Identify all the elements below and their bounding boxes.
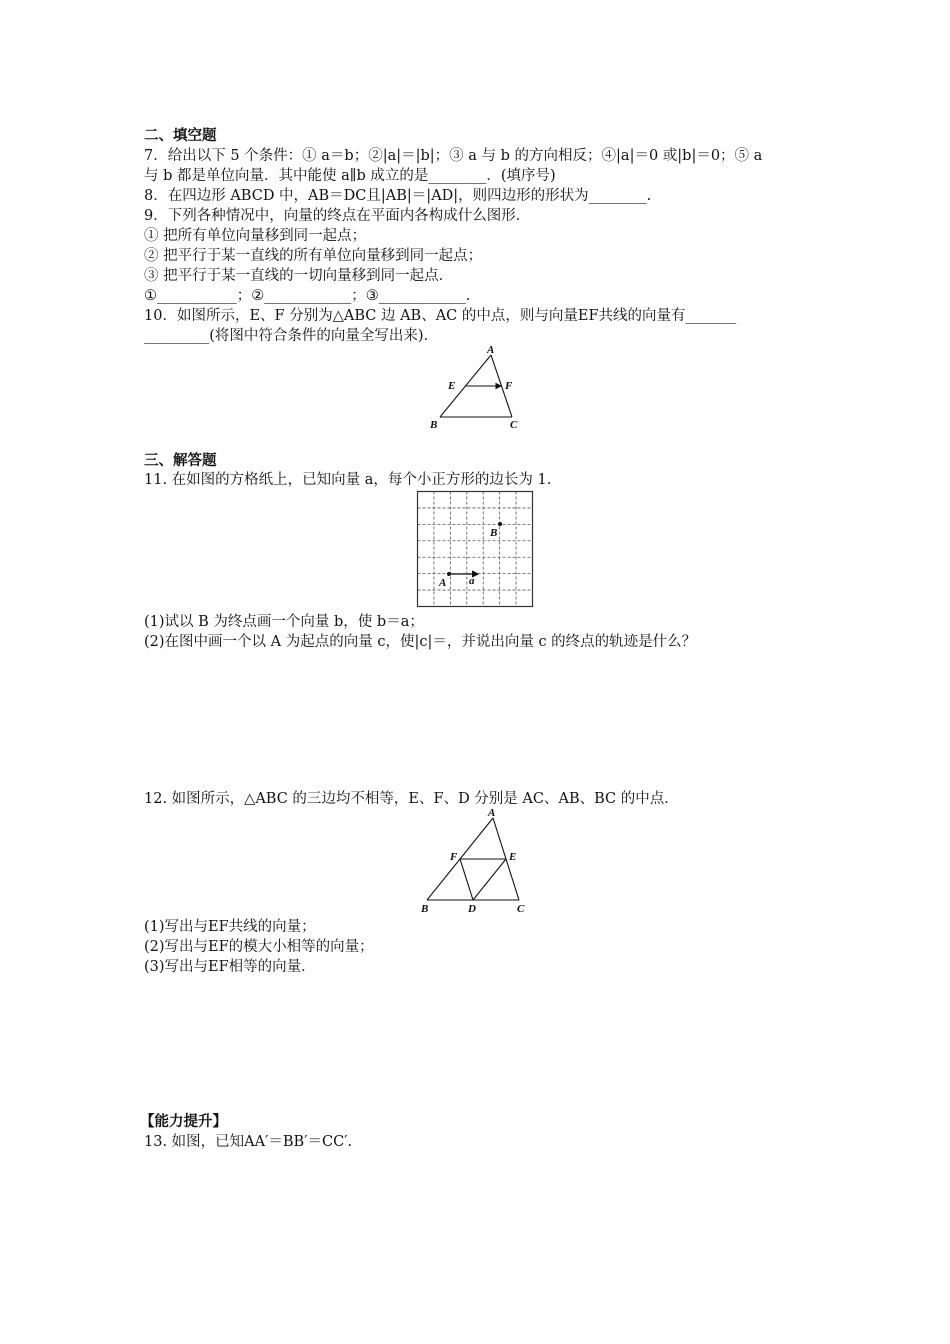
q12-sub-1: (1)写出与EF共线的向量；	[144, 919, 316, 935]
q12-label-c: C	[517, 903, 525, 914]
q11-sub-2: (2)在图中画一个以 A 为起点的向量 c，使|c|＝，并说出向量 c 的终点的轨迹是什么？	[144, 634, 697, 650]
section-3-heading: 三、解答题	[144, 452, 217, 469]
q11-label-a: A	[439, 577, 447, 589]
q12-label-a: A	[488, 807, 496, 819]
q8-line-1: 8．在四边形 ABCD 中，AB＝DC且|AB|＝|AD|，则四边形的形状为________.	[144, 188, 652, 204]
q9-line-5: ①___________；②____________；③____________.	[144, 288, 471, 304]
q11-sub-1: (1)试以 B 为终点画一个向量 b，使 b＝a；	[144, 614, 424, 630]
q9-line-2: ① 把所有单位向量移到同一起点；	[144, 228, 367, 244]
q13-line-1: 13. 如图，已知AA′＝BB′＝CC′.	[144, 1134, 353, 1150]
q12-line-1: 12. 如图所示，△ABC 的三边均不相等，E、F、D 分别是 AC、AB、BC 的中点．	[144, 791, 679, 807]
q10-label-f: F	[505, 380, 513, 392]
q11-label-b: B	[490, 527, 498, 539]
q11-grid-figure	[416, 490, 534, 608]
q12-label-d: D	[468, 903, 476, 914]
q12-segment-ed	[473, 859, 506, 900]
q12-sub-2: (2)写出与EF的模大小相等的向量；	[144, 939, 374, 955]
q7-line-2: 与 b 都是单位向量．其中能使 a∥b 成立的是________．(填序号)	[144, 168, 556, 184]
q10-label-b: B	[430, 419, 438, 431]
q12-label-f: F	[450, 851, 458, 863]
q11-grid-border	[418, 492, 533, 607]
q10-line-2: _________(将图中符合条件的向量全写出来)．	[144, 328, 439, 344]
section-2-heading: 二、填空题	[144, 127, 217, 144]
q12-sub-3: (3)写出与EF相等的向量．	[144, 959, 316, 975]
q9-line-1: 9．下列各种情况中，向量的终点在平面内各构成什么图形．	[144, 208, 531, 224]
q7-line-1: 7．给出以下 5 个条件：① a＝b；②|a|＝|b|；③ a 与 b 的方向相反；④|a|＝0 或|b|＝0；⑤ a	[144, 148, 763, 164]
q10-label-a: A	[487, 344, 495, 356]
q11-point-b	[498, 522, 502, 526]
q10-line-1: 10．如图所示，E、F 分别为△ABC 边 AB、AC 的中点，则与向量EF共线的向量有_______	[144, 308, 737, 324]
q10-label-e: E	[448, 380, 456, 392]
q10-label-c: C	[510, 419, 518, 431]
q11-label-vector-a: a	[469, 575, 475, 587]
ability-heading: 【能力提升】	[140, 1113, 227, 1130]
q9-line-4: ③ 把平行于某一直线的一切向量移到同一起点．	[144, 268, 454, 284]
q12-label-e: E	[509, 851, 517, 863]
q12-triangle-figure	[418, 806, 534, 914]
q12-label-b: B	[421, 903, 429, 914]
q12-segment-fd	[460, 859, 473, 900]
q11-line-1: 11. 在如图的方格纸上，已知向量 a，每个小正方形的边长为 1.	[144, 472, 552, 488]
q9-line-3: ② 把平行于某一直线的所有单位向量移到同一起点；	[144, 248, 483, 264]
q10-triangle-figure	[425, 342, 525, 434]
